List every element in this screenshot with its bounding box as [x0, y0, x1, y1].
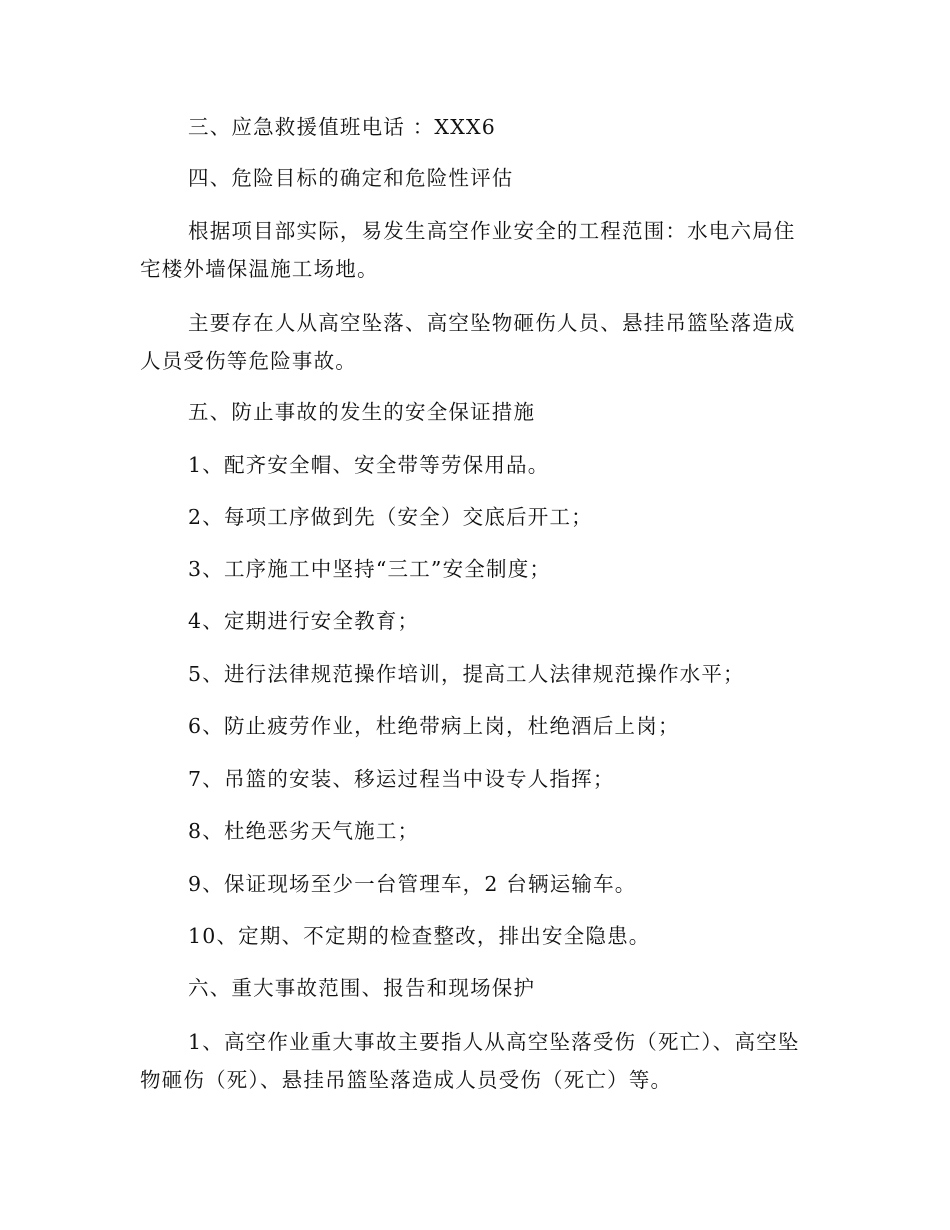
list-item: 4、定期进行安全教育；: [188, 609, 420, 633]
heading-duty-phone: 三、应急救援值班电话 ：XXX6: [188, 115, 497, 139]
list-item: 5、进行法律规范操作培训，提高工人法律规范操作水平；: [188, 662, 745, 686]
paragraph-line: 人员受伤等危险事故。: [140, 349, 357, 373]
list-item: 8、杜绝恶劣天气施工；: [188, 819, 420, 843]
paragraph-line: 主要存在人从高空坠落、高空坠物砸伤人员、悬挂吊篮坠落造成: [188, 311, 796, 335]
list-item: 1、配齐安全帽、安全带等劳保用品。: [188, 453, 550, 477]
list-item: 2、每项工序做到先（安全）交底后开工；: [188, 505, 593, 529]
paragraph-line: 物砸伤（死）、悬挂吊篮坠落造成人员受伤（死亡）等。: [140, 1068, 673, 1092]
list-item: 7、吊篮的安装、移运过程当中设专人指挥；: [188, 767, 615, 791]
list-item: 9、保证现场至少一台管理车，2 台辆运输车。: [188, 872, 637, 896]
heading-risk-assessment: 四、危险目标的确定和危险性评估: [188, 166, 514, 190]
paragraph-line: 1、高空作业重大事故主要指人从高空坠落受伤（死亡）、高空坠: [188, 1030, 800, 1054]
heading-major-accidents: 六、重大事故范围、报告和现场保护: [188, 976, 536, 1000]
list-item: 10、定期、不定期的检查整改，排出安全隐患。: [188, 924, 651, 948]
paragraph-line: 宅楼外墙保温施工场地。: [140, 257, 379, 281]
list-item: 6、防止疲劳作业，杜绝带病上岗，杜绝酒后上岗；: [188, 714, 680, 738]
paragraph-line: 根据项目部实际，易发生高空作业安全的工程范围：水电六局住: [188, 219, 796, 243]
list-item: 3、工序施工中坚持“三工”安全制度；: [188, 557, 552, 581]
heading-safety-measures: 五、防止事故的发生的安全保证措施: [188, 400, 536, 424]
